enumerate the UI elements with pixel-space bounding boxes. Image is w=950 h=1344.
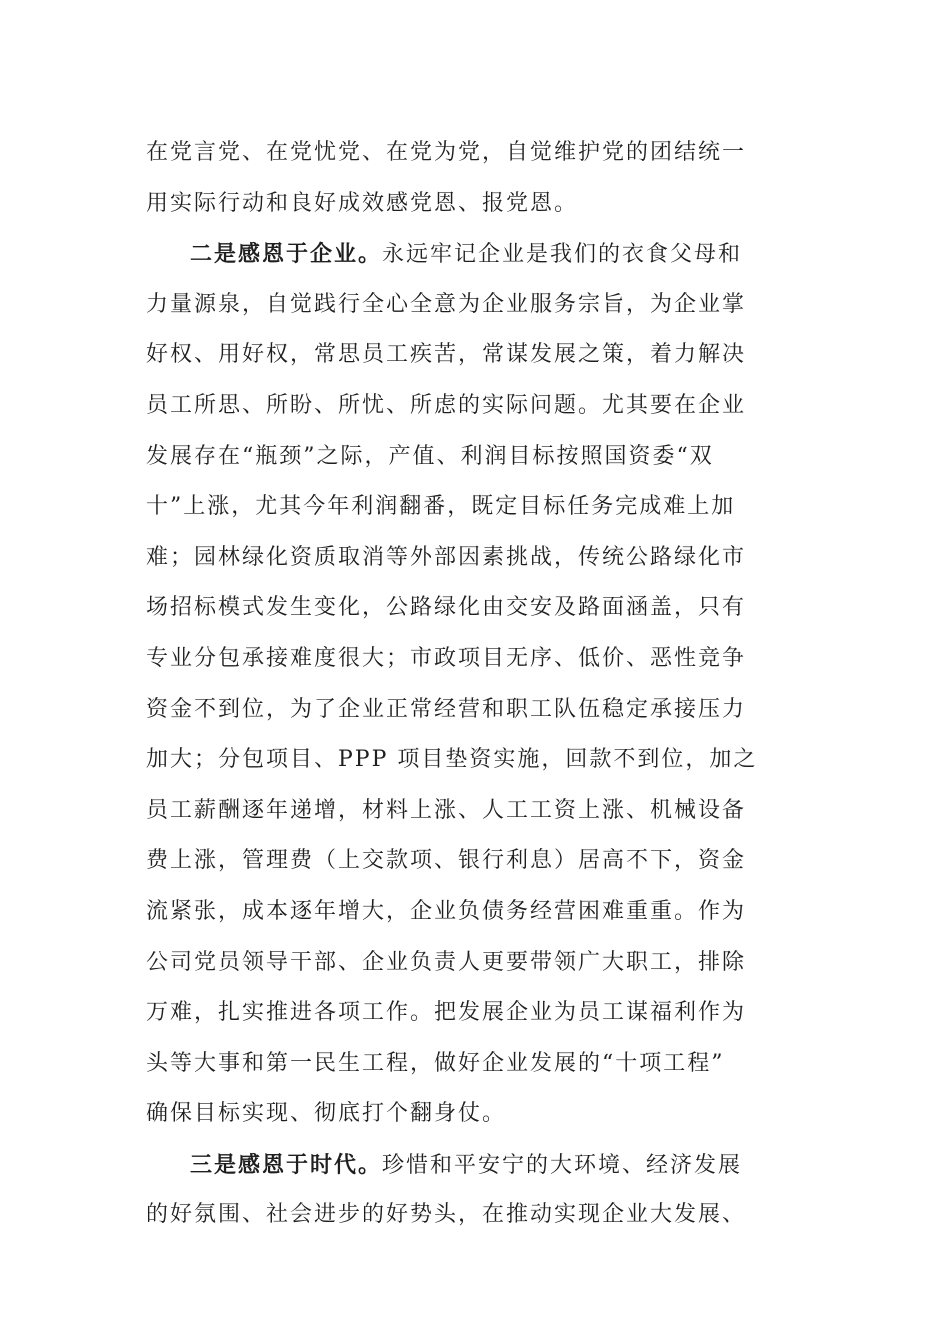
text-line: 十”上涨，尤其今年利润翻番，既定目标任务完成难上加 (146, 494, 736, 520)
text-line: 难；园林绿化资质取消等外部因素挑战，传统公路绿化市 (146, 544, 747, 570)
text-line: 员工所思、所盼、所忧、所虑的实际问题。尤其要在企业 (146, 392, 747, 418)
text-line: 员工薪酬逐年递增，材料上涨、人工工资上涨、机械设备 (146, 797, 747, 823)
paragraph-2 (146, 229, 826, 1140)
text-run: 珍惜和平安宁的大环境、经济发展 (382, 1152, 743, 1178)
text-line: 用实际行动和良好成效感党恩、报党恩。 (146, 190, 579, 216)
paragraph-lead: 二是感恩于企业。 (190, 241, 383, 268)
paragraph-1 (146, 128, 826, 229)
text-line: 力量源泉，自觉践行全心全意为企业服务宗旨，为企业掌 (146, 291, 747, 317)
text-line: 发展存在“瓶颈”之际，产值、利润目标按照国资委“双 (146, 443, 714, 469)
text-line: 费上涨，管理费（上交款项、银行利息）居高不下，资金 (146, 848, 747, 874)
text-line: 的好氛围、社会进步的好势头，在推动实现企业大发展、 (146, 1202, 747, 1228)
text-run: 永远牢记企业是我们的衣食父母和 (382, 242, 743, 268)
text-line: 专业分包承接难度很大；市政项目无序、低价、恶性竞争 (146, 645, 747, 671)
text-line: 流紧张，成本逐年增大，企业负债务经营困难重重。作为 (146, 898, 747, 924)
text-line: 好权、用好权，常思员工疾苦，常谋发展之策，着力解决 (146, 342, 747, 368)
text-line: 加大；分包项目、PPP 项目垫资实施，回款不到位，加之 (146, 747, 758, 773)
paragraph-3 (146, 1140, 826, 1241)
body-text (146, 128, 826, 1241)
text-line: 头等大事和第一民生工程，做好企业发展的“十项工程” (146, 1050, 725, 1076)
text-line: 场招标模式发生变化，公路绿化由交安及路面涵盖，只有 (146, 595, 747, 621)
text-line (146, 1140, 826, 1191)
text-line: 公司党员领导干部、企业负责人更要带领广大职工，排除 (146, 949, 747, 975)
text-line: 万难，扎实推进各项工作。把发展企业为员工谋福利作为 (146, 1000, 747, 1026)
text-line (146, 229, 826, 280)
text-line: 在党言党、在党忧党、在党为党，自觉维护党的团结统一 (146, 140, 747, 165)
text-line: 资金不到位，为了企业正常经营和职工队伍稳定承接压力 (146, 696, 747, 722)
paragraph-lead: 三是感恩于时代。 (190, 1151, 383, 1178)
text-line: 确保目标实现、彻底打个翻身仗。 (146, 1101, 507, 1127)
